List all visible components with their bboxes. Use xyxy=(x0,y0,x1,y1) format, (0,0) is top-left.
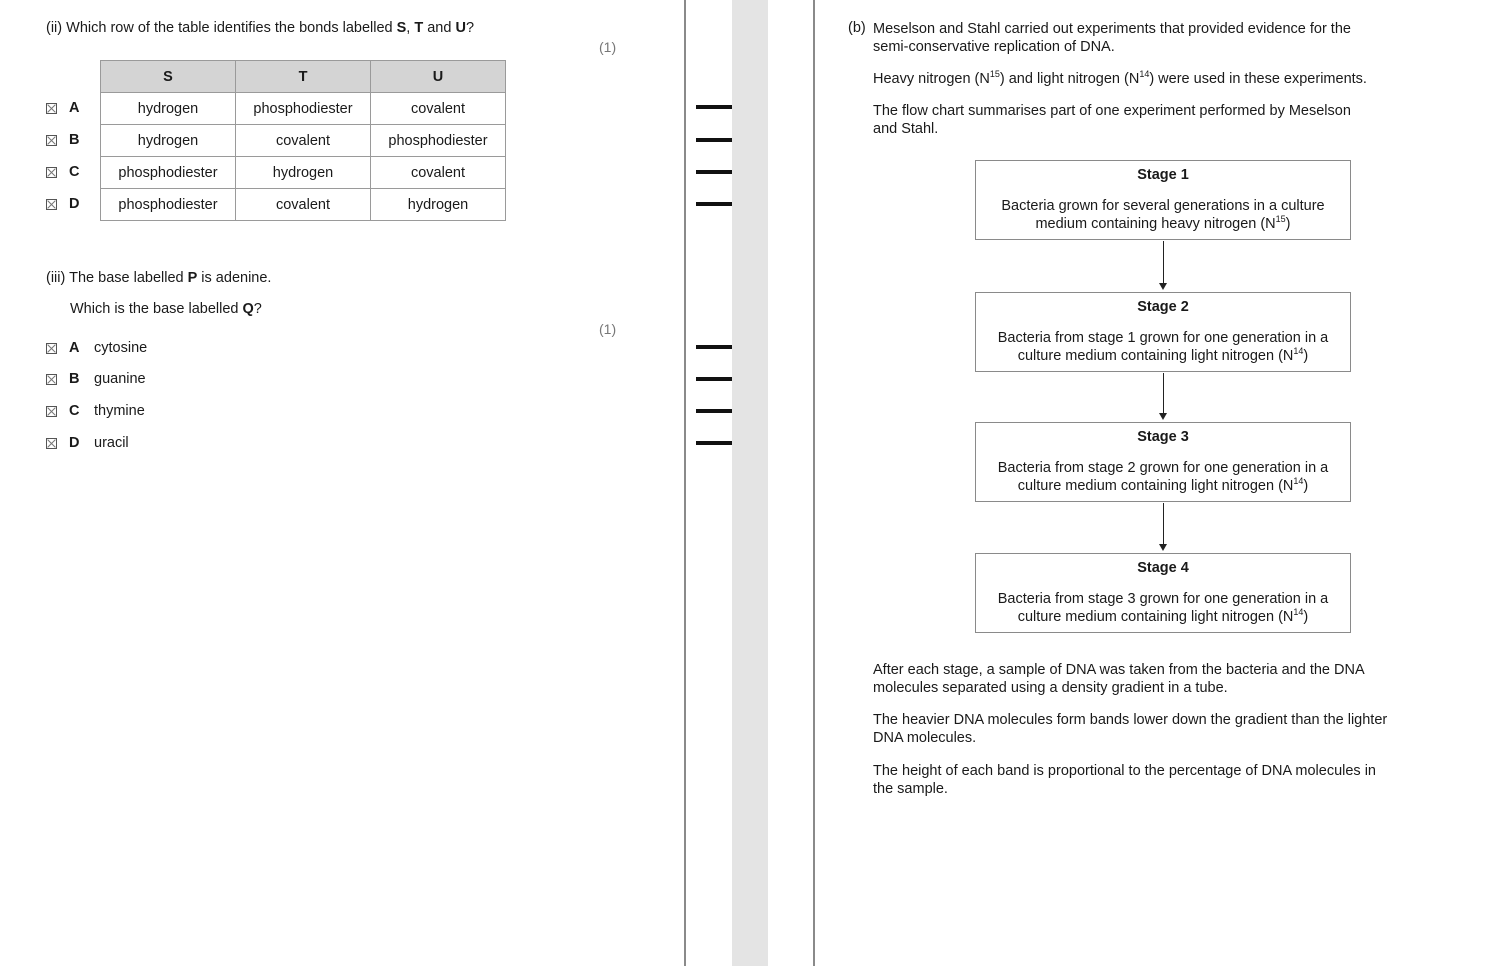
height-paragraph xyxy=(873,762,1423,798)
arrow-down-icon xyxy=(1159,413,1167,420)
option-row-b[interactable] xyxy=(46,132,82,148)
table-cell: hydrogen xyxy=(236,157,371,189)
text-line: Bacteria from stage 3 grown for one generation in a xyxy=(997,591,1329,607)
table-row xyxy=(101,189,506,221)
text-line: The height of each band is proportional to the percentage of DNA molecules in xyxy=(873,763,1376,779)
stage-text xyxy=(976,329,1350,365)
checkbox-c[interactable] xyxy=(46,406,57,417)
text-line: the sample. xyxy=(873,781,948,797)
question-iii xyxy=(46,270,271,286)
margin-tick xyxy=(696,377,732,381)
checkbox-a[interactable] xyxy=(46,103,57,114)
checkbox-b[interactable] xyxy=(46,374,57,385)
option-letter: D xyxy=(69,196,80,212)
superscript: 14 xyxy=(1293,346,1304,357)
text-line: DNA molecules. xyxy=(873,730,977,746)
punct: ? xyxy=(253,301,262,317)
option-letter: C xyxy=(69,164,80,180)
bold-p: P xyxy=(187,270,198,286)
bonds-table xyxy=(100,60,506,221)
text-line: and Stahl. xyxy=(873,121,939,137)
table-row xyxy=(101,157,506,189)
intro-paragraph xyxy=(873,20,1423,56)
header-u: U xyxy=(371,61,506,93)
stage-title: Stage 1 xyxy=(1137,167,1189,183)
text-line: The heavier DNA molecules form bands lower down the gradient than the lighter xyxy=(873,712,1388,728)
table-cell: phosphodiester xyxy=(101,189,236,221)
question-number: (ii) xyxy=(46,20,63,36)
bold-u: U xyxy=(455,20,466,36)
table-cell: covalent xyxy=(371,157,506,189)
flow-arrow-line xyxy=(1163,241,1164,284)
option-letter: D xyxy=(69,435,80,451)
text-line: Bacteria grown for several generations in a culture xyxy=(1001,198,1325,214)
table-cell: covalent xyxy=(236,125,371,157)
stage-title: Stage 2 xyxy=(1137,299,1189,315)
part-b-label: (b) xyxy=(848,20,866,36)
table-cell: phosphodiester xyxy=(236,93,371,125)
text-line: semi-conservative replication of DNA. xyxy=(873,39,1115,55)
table-cell: covalent xyxy=(236,189,371,221)
option-letter: C xyxy=(69,403,80,419)
option-row-a[interactable] xyxy=(46,100,82,116)
question-iii-sub xyxy=(70,301,262,317)
text: Heavy nitrogen (N xyxy=(873,71,990,87)
punct: ? xyxy=(465,20,475,36)
text-line: culture medium containing light nitrogen (N xyxy=(1017,348,1294,364)
question-text: Which row of the table identifies the bonds labelled xyxy=(66,20,397,36)
table-header-row xyxy=(101,61,506,93)
nitrogen-paragraph xyxy=(873,70,1423,88)
stage-text xyxy=(976,197,1350,233)
question-text: The base labelled xyxy=(69,270,188,286)
margin-strip xyxy=(732,0,768,966)
header-t: T xyxy=(236,61,371,93)
stage-title: Stage 3 xyxy=(1137,429,1189,445)
table-cell: covalent xyxy=(371,93,506,125)
mark-allocation: (1) xyxy=(599,321,617,337)
option-row-a[interactable] xyxy=(46,340,147,356)
text-line: Bacteria from stage 2 grown for one generation in a xyxy=(997,460,1329,476)
question-number: (iii) xyxy=(46,270,66,286)
question-ii xyxy=(46,20,474,36)
text: ) and light nitrogen (N xyxy=(999,71,1140,87)
table-cell: hydrogen xyxy=(101,93,236,125)
superscript: 15 xyxy=(1275,214,1286,225)
table-row xyxy=(101,125,506,157)
sep: , xyxy=(406,20,415,36)
superscript: 14 xyxy=(1293,607,1304,618)
option-text: uracil xyxy=(94,435,129,451)
stage-2-box xyxy=(975,292,1351,372)
mark-allocation: (1) xyxy=(599,39,617,55)
text-line: medium containing heavy nitrogen (N xyxy=(1035,216,1276,232)
table-cell: phosphodiester xyxy=(371,125,506,157)
option-row-c[interactable] xyxy=(46,164,82,180)
margin-tick xyxy=(696,138,732,142)
margin-tick xyxy=(696,170,732,174)
stage-text xyxy=(976,459,1350,495)
option-text: cytosine xyxy=(94,340,148,356)
margin-tick xyxy=(696,345,732,349)
stage-text xyxy=(976,590,1350,626)
superscript: 15 xyxy=(989,69,1000,80)
option-row-d[interactable] xyxy=(46,196,82,212)
option-text: guanine xyxy=(94,371,146,387)
text-line: culture medium containing light nitrogen (N xyxy=(1017,478,1294,494)
table-cell: hydrogen xyxy=(101,125,236,157)
checkbox-c[interactable] xyxy=(46,167,57,178)
arrow-down-icon xyxy=(1159,283,1167,290)
margin-tick xyxy=(696,202,732,206)
punct: ) xyxy=(1303,609,1309,625)
margin-tick xyxy=(696,105,732,109)
sep: and xyxy=(423,20,456,36)
punct: ) xyxy=(1303,478,1309,494)
bold-s: S xyxy=(396,20,407,36)
text-line: After each stage, a sample of DNA was taken from the bacteria and the DNA xyxy=(873,662,1365,678)
stage-3-box xyxy=(975,422,1351,502)
option-letter: A xyxy=(69,340,80,356)
checkbox-b[interactable] xyxy=(46,135,57,146)
option-letter: B xyxy=(69,132,80,148)
option-text: thymine xyxy=(94,403,145,419)
header-s: S xyxy=(101,61,236,93)
page-divider-right xyxy=(813,0,815,966)
question-text: is adenine. xyxy=(197,270,272,286)
option-row-c[interactable] xyxy=(46,403,145,419)
stage-1-box xyxy=(975,160,1351,240)
checkbox-d[interactable] xyxy=(46,438,57,449)
stage-4-box xyxy=(975,553,1351,633)
flow-intro-paragraph xyxy=(873,102,1423,138)
table-cell: phosphodiester xyxy=(101,157,236,189)
heavier-paragraph xyxy=(873,711,1423,747)
text-line: Meselson and Stahl carried out experiments that provided evidence for the xyxy=(873,21,1351,37)
after-paragraph xyxy=(873,661,1423,697)
checkbox-d[interactable] xyxy=(46,199,57,210)
punct: ) xyxy=(1303,348,1309,364)
text-line: molecules separated using a density gradient in a tube. xyxy=(873,680,1228,696)
stage-title: Stage 4 xyxy=(1137,560,1189,576)
text: ) were used in these experiments. xyxy=(1149,71,1367,87)
page-divider-left xyxy=(684,0,686,966)
text-line: The flow chart summarises part of one experiment performed by Meselson xyxy=(873,103,1351,119)
superscript: 14 xyxy=(1139,69,1150,80)
question-text: Which is the base labelled xyxy=(70,301,243,317)
table-row xyxy=(101,93,506,125)
flow-arrow-line xyxy=(1163,503,1164,545)
punct: ) xyxy=(1285,216,1291,232)
margin-tick xyxy=(696,441,732,445)
option-letter: A xyxy=(69,100,80,116)
flow-arrow-line xyxy=(1163,373,1164,414)
checkbox-a[interactable] xyxy=(46,343,57,354)
arrow-down-icon xyxy=(1159,544,1167,551)
superscript: 14 xyxy=(1293,476,1304,487)
text-line: Bacteria from stage 1 grown for one generation in a xyxy=(997,330,1329,346)
table-cell: hydrogen xyxy=(371,189,506,221)
bold-q: Q xyxy=(242,301,254,317)
text-line: culture medium containing light nitrogen (N xyxy=(1017,609,1294,625)
option-row-d[interactable] xyxy=(46,435,129,451)
option-row-b[interactable] xyxy=(46,371,146,387)
bold-t: T xyxy=(414,20,424,36)
margin-tick xyxy=(696,409,732,413)
option-letter: B xyxy=(69,371,80,387)
